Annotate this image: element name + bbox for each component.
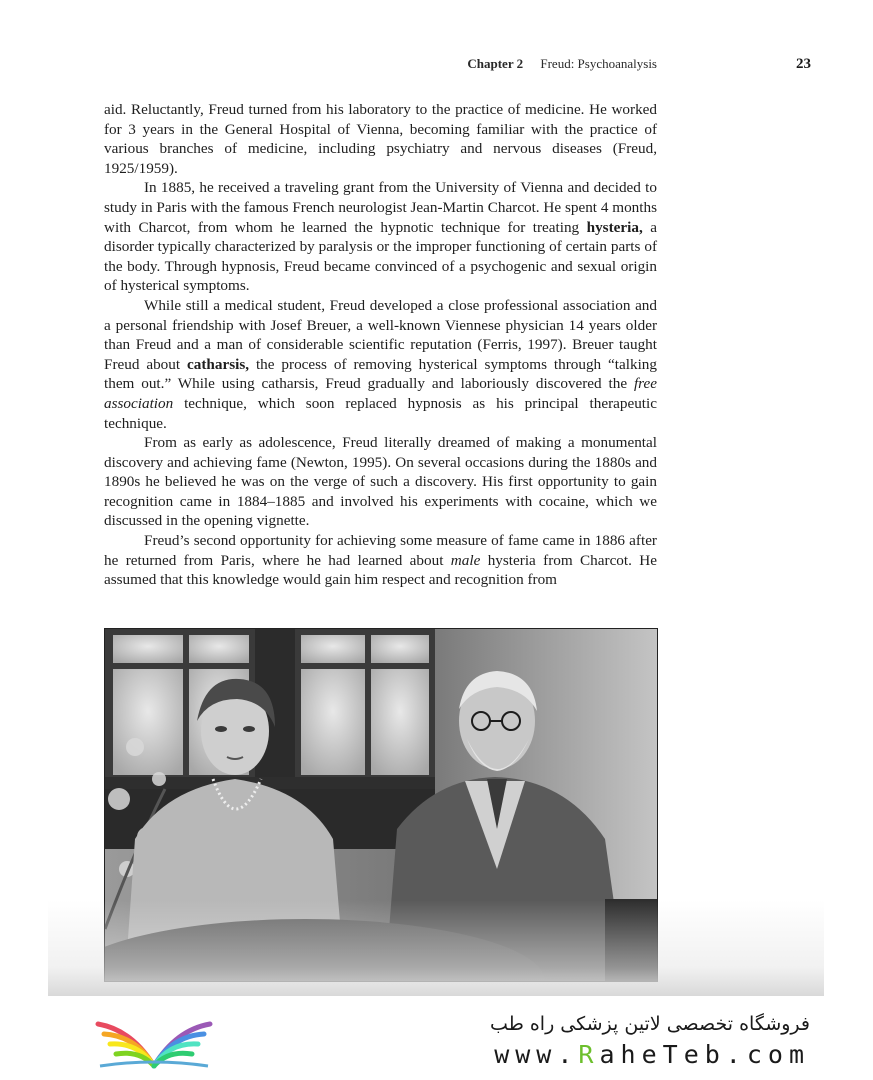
store-name: فروشگاه تخصصی لاتین پزشکی راه طب	[490, 1013, 810, 1035]
open-book-logo-icon	[92, 1010, 216, 1074]
paragraph-3	[104, 296, 657, 433]
url-rest: aheTeb.com	[599, 1040, 810, 1069]
paragraph-2-text-a: In 1885, he received a traveling grant from the University of Vienna and decided to study in Paris with the famous French neurologist Jean-Martin Charcot. He spent 4 months with Charcot, from whom he learned the hypnotic technique for treating	[104, 179, 657, 236]
running-header	[104, 56, 657, 72]
url-highlight: R	[578, 1040, 600, 1069]
paragraph-5	[104, 531, 657, 590]
paragraph-5-text-b: hysteria from Charcot. He assumed that this knowledge would gain him respect and recognition from	[104, 551, 658, 589]
paragraph-3-text-c: technique, which soon replaced hypnosis as his principal therapeutic technique.	[104, 394, 657, 432]
term-catharsis: catharsis,	[187, 355, 250, 373]
chapter-title: Freud: Psychoanalysis	[540, 56, 657, 71]
paragraph-3-text-b: the process of removing hysterical symptoms through “talking them out.” While using catharsis, Freud gradually and laboriously discovered the	[104, 355, 657, 393]
paragraph-1	[104, 100, 657, 178]
paragraph-1-text: aid. Reluctantly, Freud turned from his laboratory to the practice of medicine. He worked for 3 years in the General Hospital of Vienna, becoming familiar with the practice of various branches of medicine, including psychiatry and nervous diseases (Freud, 1925/1959).	[104, 101, 657, 177]
term-free-association: free association	[104, 375, 657, 412]
paragraph-4-text: From as early as adolescence, Freud literally dreamed of making a monumental discovery and achieving fame (Newton, 1995). On several occasions during the 1880s and 1890s he believed he was on the verge of such a discovery. His first opportunity to gain recognition came in 1884–1885 and involved his experiments with cocaine, which we discussed in the opening vignette.	[104, 434, 657, 530]
term-hysteria: hysteria,	[586, 218, 643, 236]
paragraph-2	[104, 178, 657, 296]
chapter-label: Chapter 2	[467, 56, 524, 71]
store-url	[440, 1040, 810, 1069]
url-prefix: www.	[494, 1040, 579, 1069]
paragraph-4	[104, 433, 657, 531]
term-male: male	[450, 551, 481, 569]
paragraph-2-text-b: a disorder typically characterized by paralysis or the improper functioning of certain parts of the body. Through hypnosis, Freud became convinced of a psychogenic and sexual origin of hysterical symptoms.	[104, 218, 657, 295]
page-number: 23	[796, 56, 811, 72]
body-text	[104, 100, 657, 590]
paragraph-3-text-a: While still a medical student, Freud developed a close professional association and a personal friendship with Josef Breuer, a well-known Viennese physician 14 years older than Freud and a man of considerable scientific reputation (Ferris, 1997). Breuer taught Freud about	[104, 296, 657, 373]
paragraph-5-text-a: Freud’s second opportunity for achieving some measure of fame came in 1886 after he returned from Paris, where he had learned about	[104, 532, 657, 569]
historical-photograph	[104, 628, 658, 982]
